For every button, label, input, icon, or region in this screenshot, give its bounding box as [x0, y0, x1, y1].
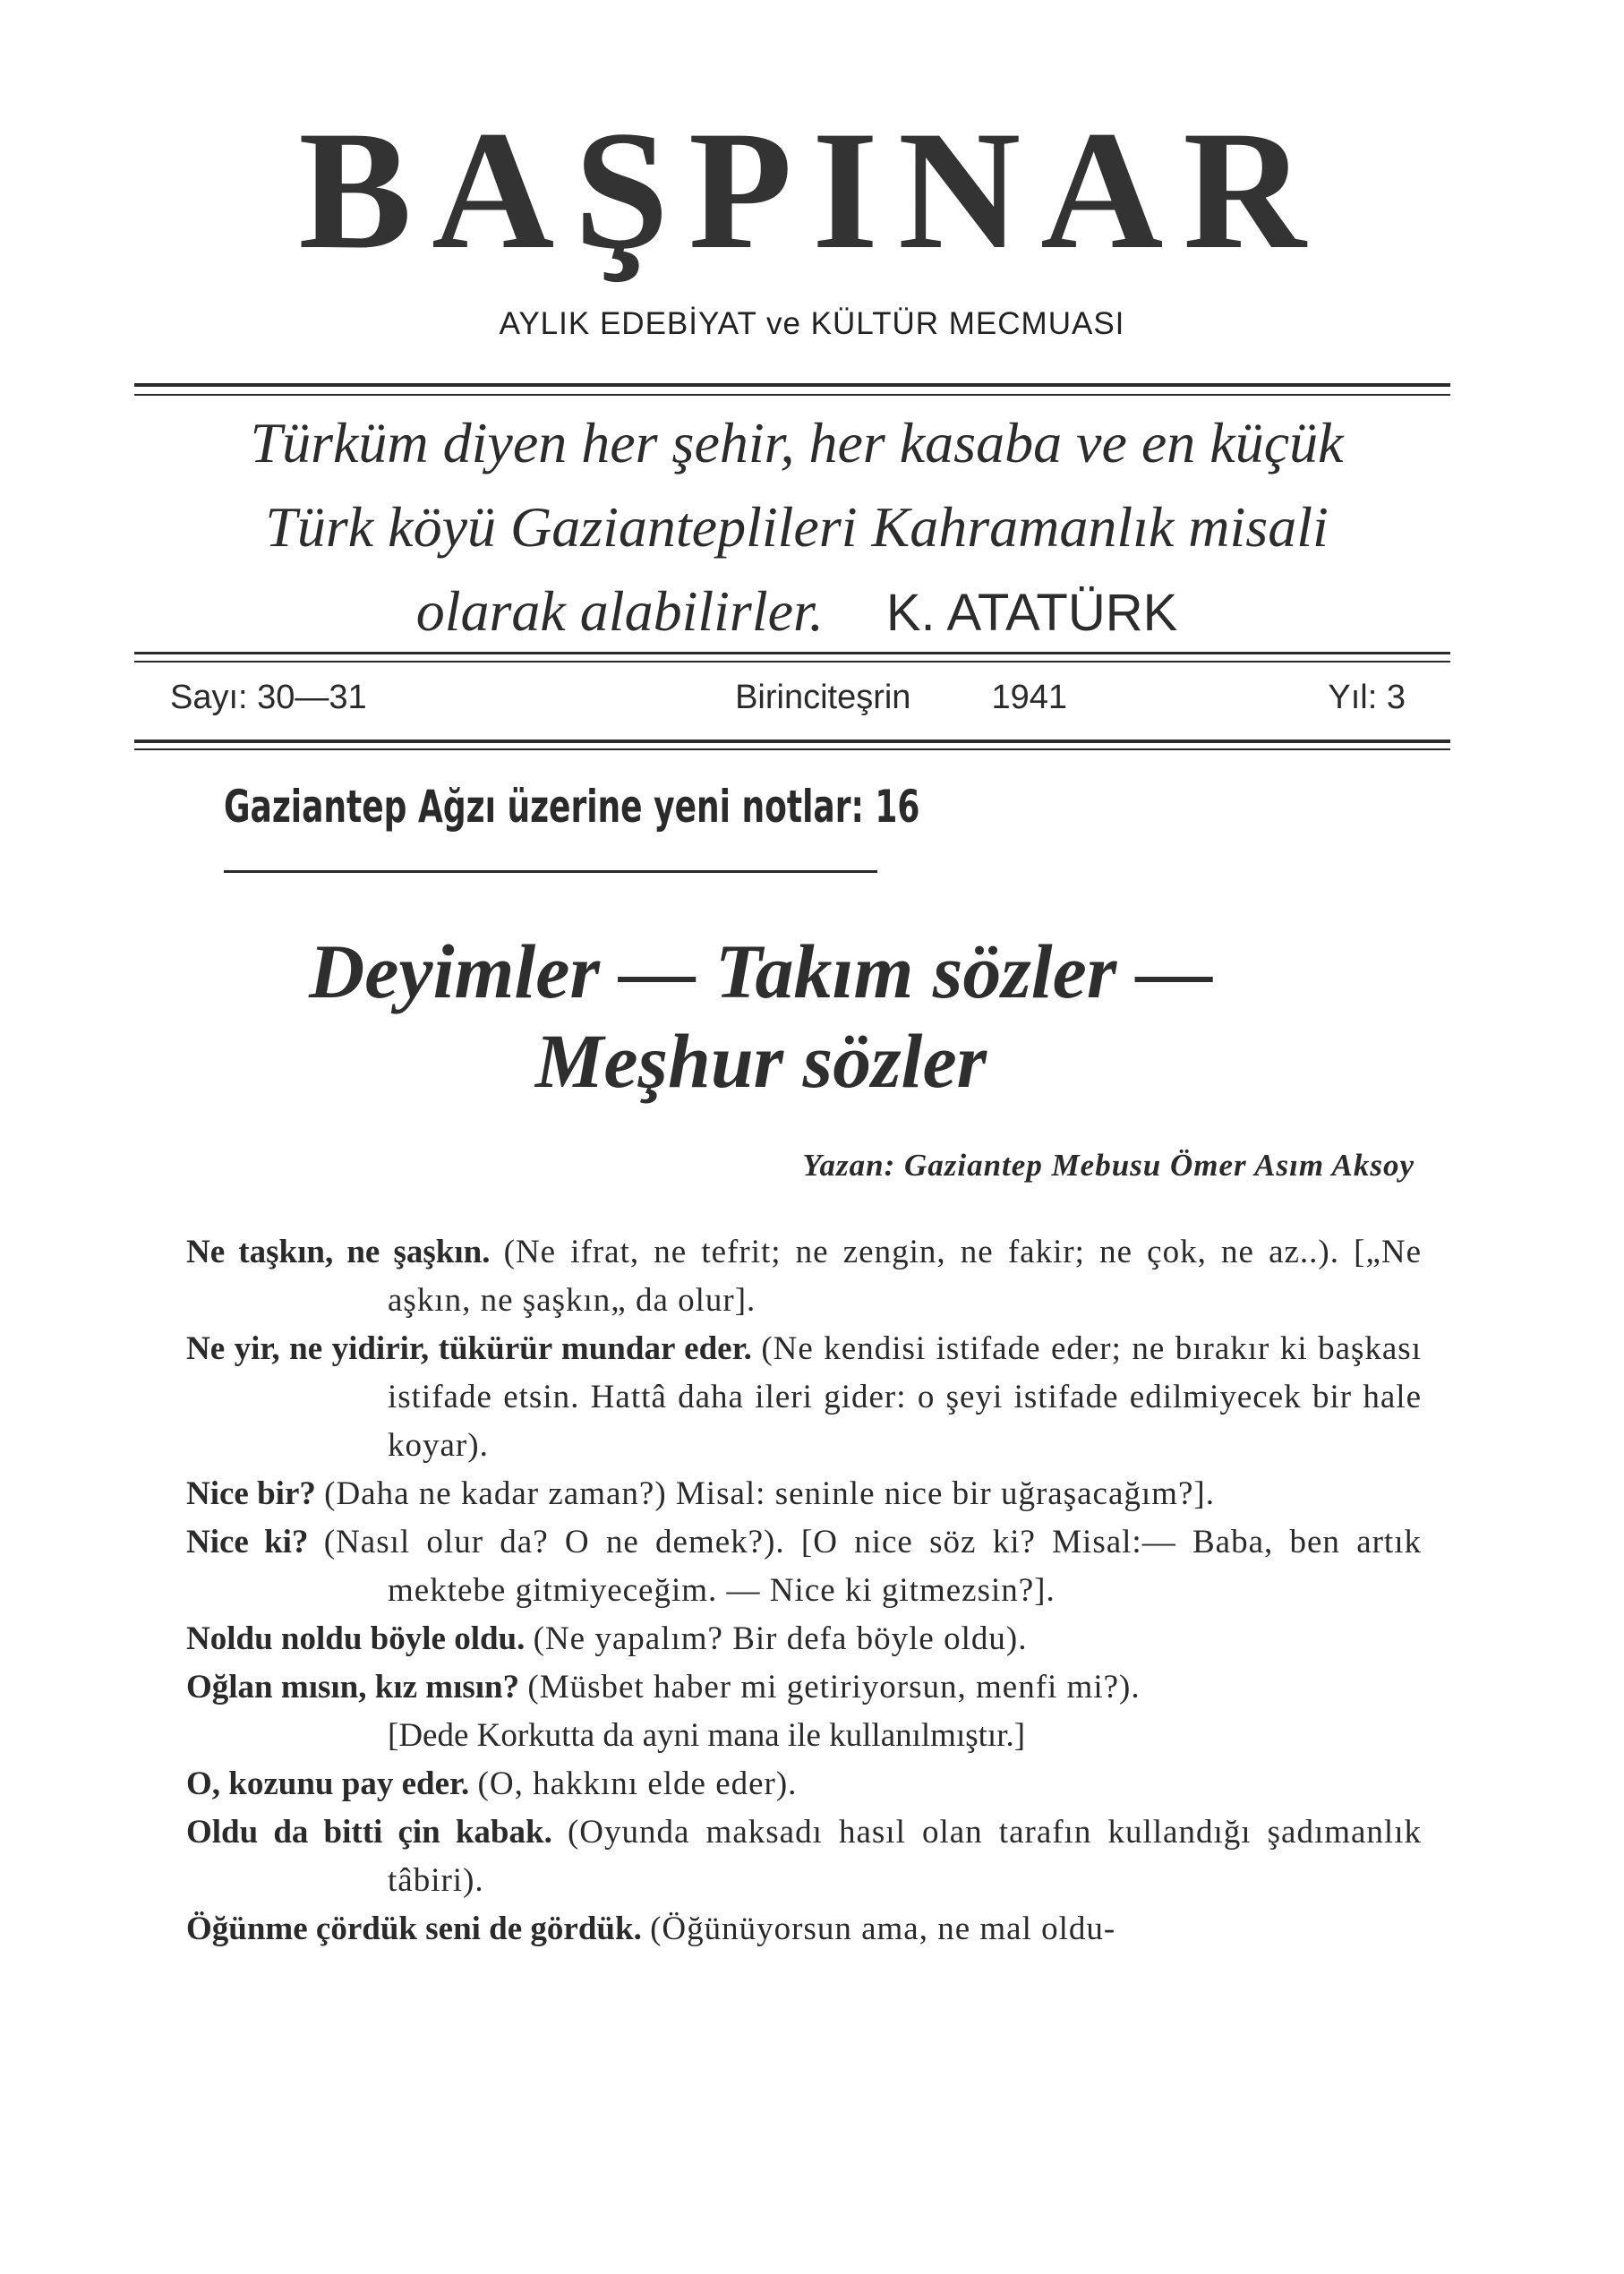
- divider-issue-bottom: [134, 739, 1450, 743]
- motto-line-1: Türküm diyen her şehir, her kasaba ve en küçük: [250, 411, 1344, 474]
- masthead-subtitle: AYLIK EDEBİYAT ve KÜLTÜR MECMUASI: [499, 306, 1125, 341]
- entry: [186, 1663, 1422, 1712]
- entry: [186, 1808, 1422, 1905]
- divider-issue-top-thin: [134, 661, 1450, 663]
- issue-volume: Yıl: 3: [1328, 679, 1406, 716]
- article-author: Yazan: Gaziantep Mebusu Ömer Asım Aksoy: [802, 1148, 1415, 1183]
- entry: [186, 1325, 1422, 1470]
- entry-annotation: [186, 1712, 1422, 1760]
- motto-line-2: Türk köyü Gazianteplileri Kahramanlık misali: [265, 495, 1329, 559]
- issue-month: Birinciteşrin: [735, 679, 911, 716]
- entry: [186, 1760, 1422, 1808]
- entry-note: (Öğünüyorsun ama, ne mal oldu-: [650, 1911, 1116, 1947]
- issue-year: 1941: [991, 679, 1067, 716]
- entry: [186, 1228, 1422, 1325]
- entry-list: [186, 1228, 1422, 1953]
- entry-note: (Oyunda maksadı hasıl olan tarafın kullandığı şadımanlık tâbiri).: [388, 1814, 1422, 1899]
- issue-number: Sayı: 30—31: [170, 679, 367, 716]
- motto-attribution: K. ATATÜRK: [885, 584, 1178, 642]
- entry-term: Nice bir?: [186, 1475, 316, 1512]
- entry: [186, 1518, 1422, 1615]
- entry: [186, 1615, 1422, 1663]
- entry-term: Oğlan mısın, kız mısın?: [186, 1669, 520, 1706]
- issue-date: [735, 679, 1067, 717]
- entry-term: Ne yir, ne yidirir, tükürür mundar eder.: [186, 1330, 752, 1367]
- series-title: Gaziantep Ağzı üzerine yeni notlar: 16: [224, 781, 920, 833]
- motto-line-3: [134, 569, 1459, 655]
- entry-term: Öğünme çördük seni de gördük.: [186, 1911, 642, 1947]
- entry-term: Oldu da bitti çin kabak.: [186, 1814, 552, 1851]
- entry-note: (Nasıl olur da? O ne demek?). [O nice söz ki? Misal:— Baba, ben artık mektebe gitmiyeceğim. — Nice ki gitmezsin?].: [323, 1524, 1422, 1609]
- entry: [186, 1470, 1422, 1518]
- entry-note: (Ne yapalım? Bir defa böyle oldu).: [533, 1620, 1028, 1657]
- entry-term: Noldu noldu böyle oldu.: [186, 1620, 526, 1657]
- entry: [186, 1905, 1422, 1953]
- entry-term: Nice ki?: [186, 1524, 309, 1560]
- entry-note: (Müsbet haber mi getiriyorsun, menfi mi?).: [527, 1669, 1141, 1706]
- divider-top-thin: [134, 394, 1450, 396]
- entry-term: O, kozunu pay eder.: [186, 1765, 470, 1802]
- divider-issue-top: [134, 652, 1450, 654]
- article-title-line-2: Meşhur sözler: [534, 1018, 987, 1104]
- series-title-underline: [224, 870, 877, 873]
- issue-line: [170, 679, 1406, 717]
- motto-text: olarak alabilirler.: [415, 579, 824, 643]
- divider-top: [134, 383, 1450, 387]
- article-title-line-1: Deyimler — Takım sözler —: [309, 928, 1213, 1014]
- entry-note: (Ne kendisi istifade eder; ne bırakır ki başkası istifade etsin. Hattâ daha ileri gider: o şeyi istifade edilmiyecek bir hale koyar).: [388, 1330, 1422, 1464]
- entry-term: Ne taşkın, ne şaşkın.: [186, 1234, 491, 1270]
- entry-note: (Daha ne kadar zaman?) Misal: seninle nice bir uğraşacağım?].: [324, 1475, 1215, 1512]
- divider-issue-bottom-thin: [134, 748, 1450, 750]
- entry-note: [Dede Korkutta da ayni mana ile kullanılmıştır.]: [388, 1717, 1026, 1754]
- entry-note: (O, hakkını elde eder).: [477, 1765, 798, 1802]
- masthead-title: BAŞPINAR: [298, 97, 1326, 285]
- entry-note: (Ne ifrat, ne tefrit; ne zengin, ne fakir; ne çok, ne az..). [„Ne aşkın, ne şaşkın„ da olur].: [388, 1234, 1423, 1319]
